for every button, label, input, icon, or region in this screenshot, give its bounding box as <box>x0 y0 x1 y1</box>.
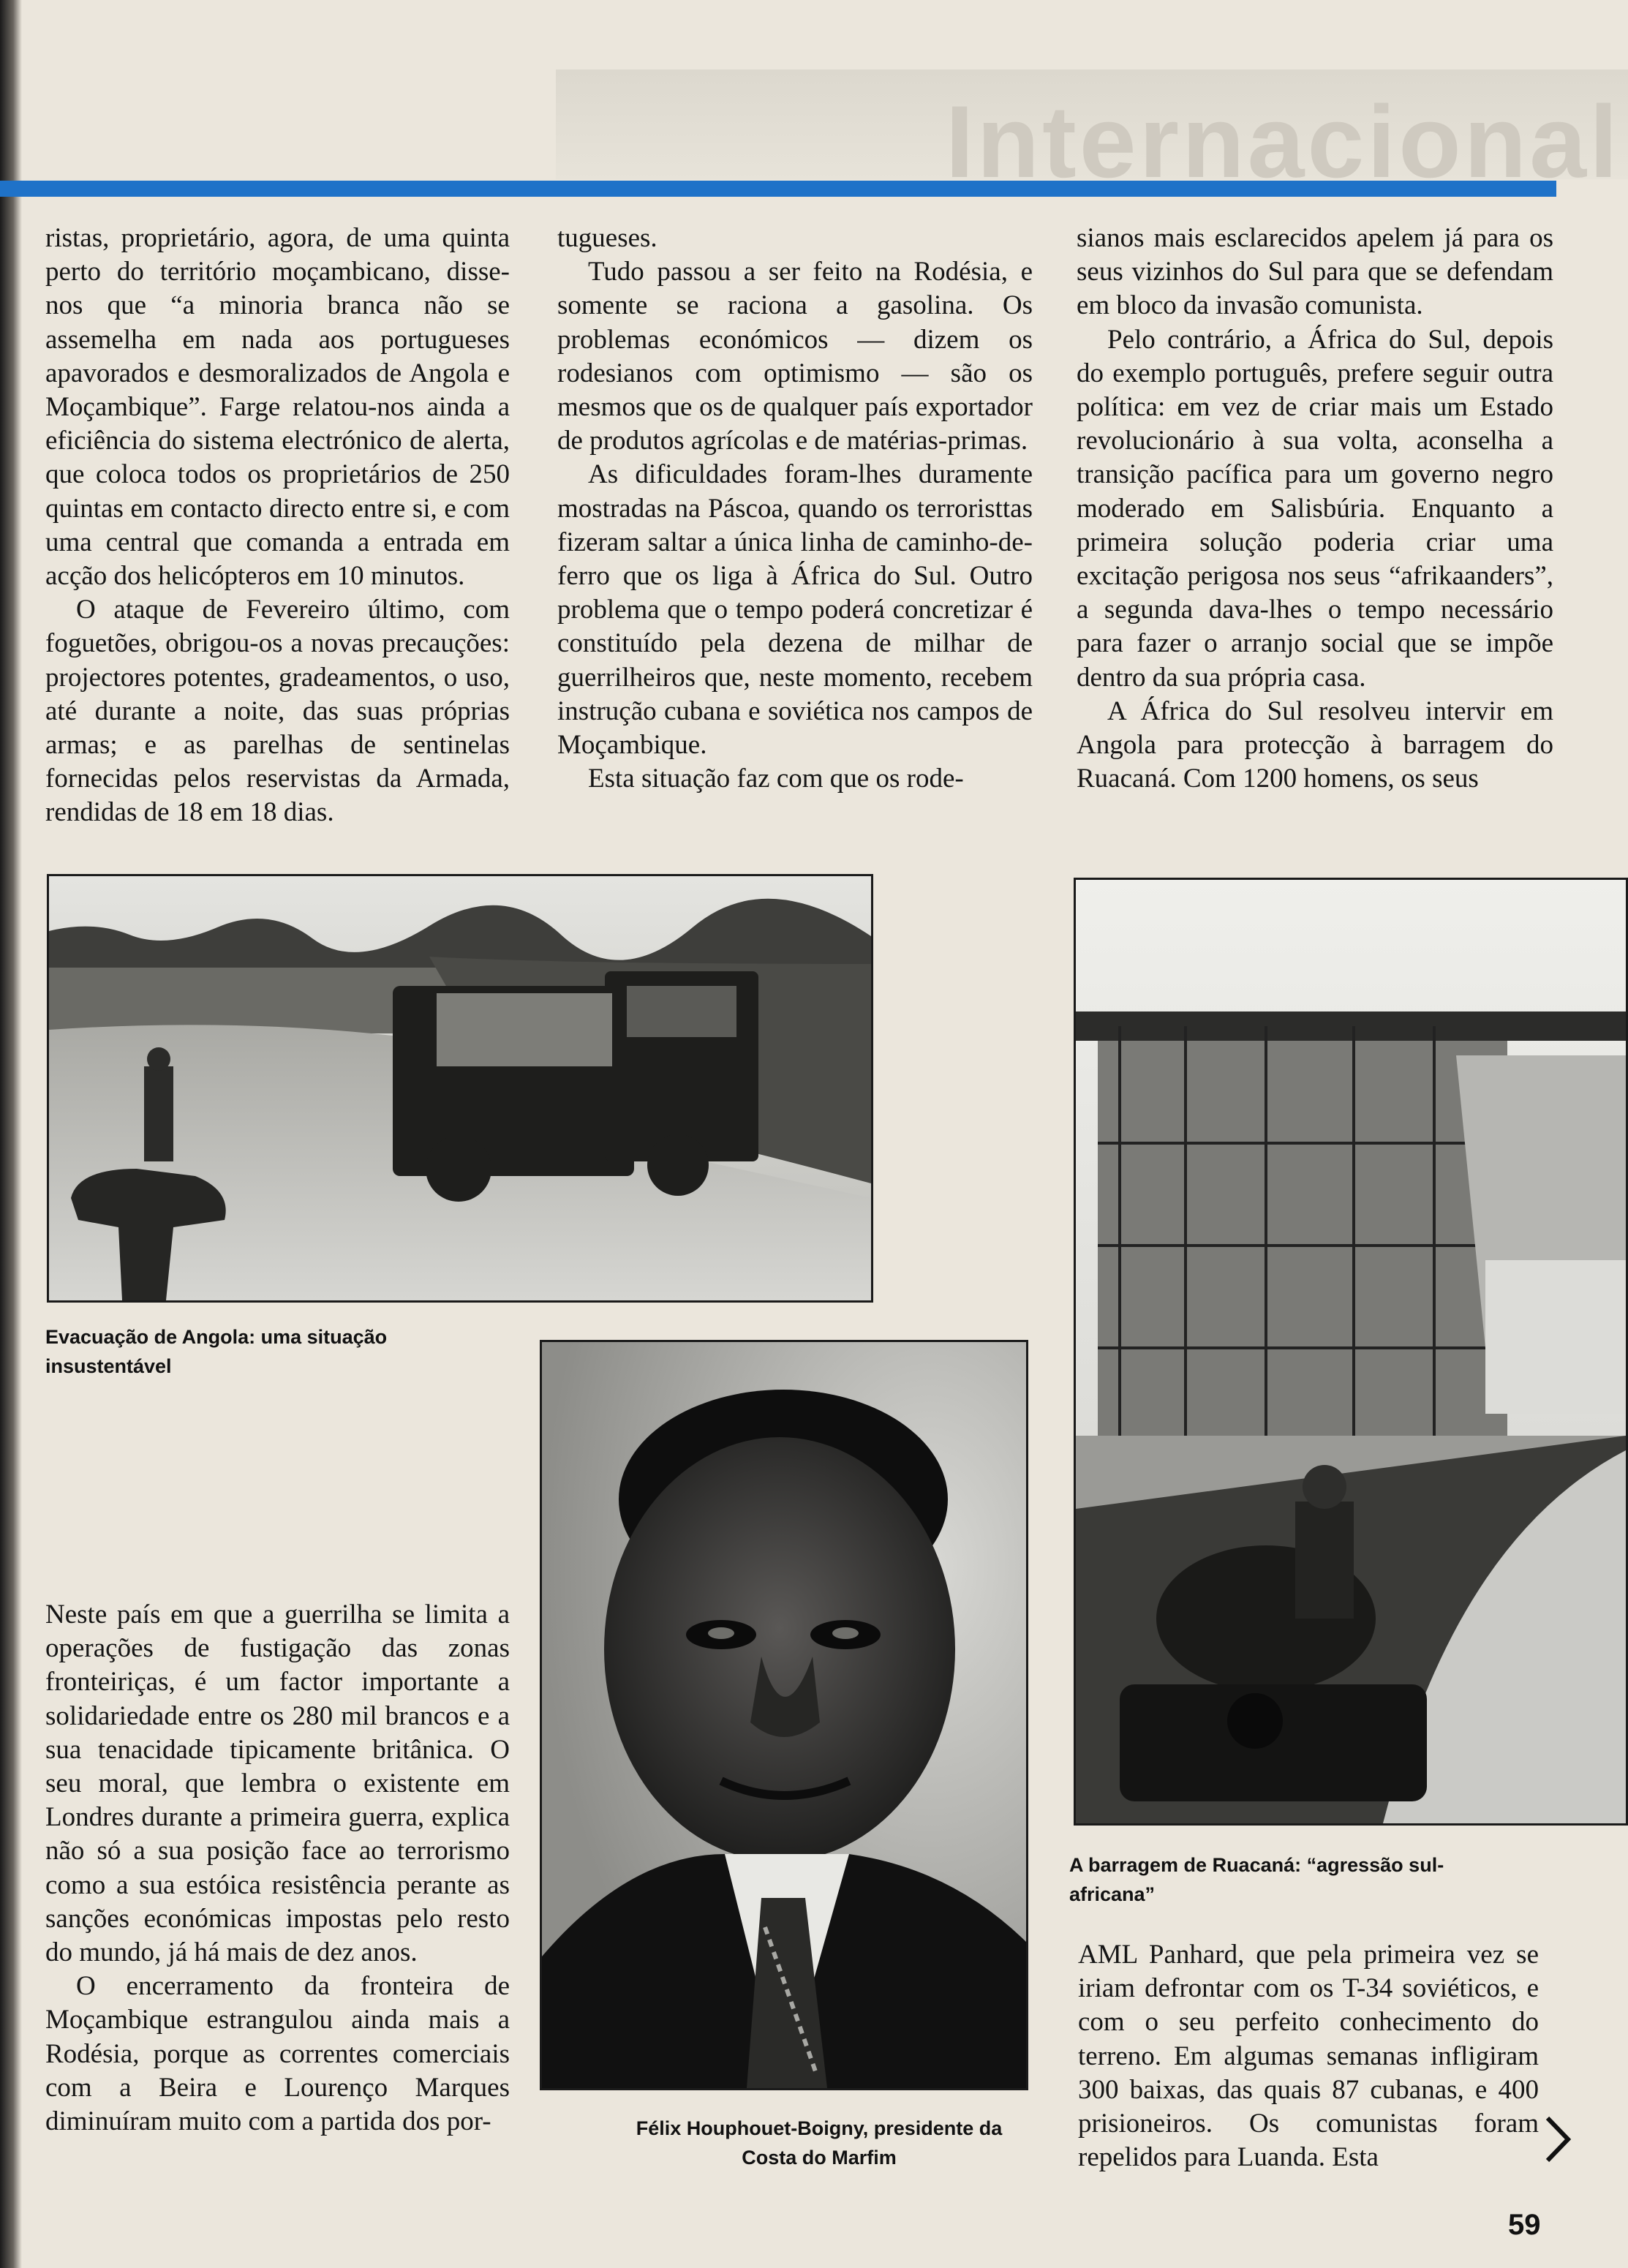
article-column-2-top <box>557 222 1033 865</box>
section-title: Internacional <box>945 84 1621 179</box>
page-binding-shadow <box>0 0 22 2268</box>
paragraph: As dificuldades foram-lhes duramente mostradas na Páscoa, quando os terroristtas fizeram saltar a única linha de caminho-de-ferro que os liga à África do Sul. Outro problema que o tempo poderá concretizar é constituído pela dezena de milhar de guerrilheiros que, neste momento, recebem instrução cubana e soviética nos campos de Moçambique. <box>557 459 1033 761</box>
paragraph: O ataque de Fevereiro último, com foguetões, obrigou-os a novas precauções: projectores potentes, gradeamentos, o uso, até durante a noite, das suas próprias armas; e as parelhas de sentinelas fornecidas pelos reservistas da Armada, rendidas de 18 em 18 dias. <box>45 595 510 828</box>
paragraph: tugueses. <box>557 223 657 253</box>
page-number: 59 <box>1508 2209 1541 2241</box>
article-column-1-bottom <box>45 1598 510 2198</box>
paragraph: Esta situação faz com que os rode- <box>588 764 964 794</box>
paragraph: Tudo passou a ser feito na Rodésia, e somente se raciona a gasolina. Os problemas económicos — dizem os rodesianos com optimismo — são os mesmos que os de qualquer país exportador de produtos agrícolas e de matérias-primas. <box>557 257 1033 456</box>
article-column-3-bottom <box>1078 1938 1539 2187</box>
header-rule <box>0 181 1556 197</box>
paragraph: sianos mais esclarecidos apelem já para os seus vizinhos do Sul para que se defendam em bloco da invasão comunista. <box>1077 223 1553 321</box>
article-column-3-top <box>1077 222 1553 865</box>
paragraph: A África do Sul resolveu intervir em Angola para protecção à barragem do Ruacaná. Com 1200 homens, os seus <box>1077 696 1553 794</box>
photo-angola-evacuation <box>47 874 873 1303</box>
paragraph: Pelo contrário, a África do Sul, depois do exemplo português, prefere seguir outra política: em vez de criar mais um Estado revolucionário à sua volta, aconselha a transição pacífica para um governo negro moderado em Salisbúria. Enquanto a primeira solução poderia criar uma excitação perigosa nos seus “afrikaanders”, a segunda dava-lhes o tempo necessário para fazer o arranjo social que se impõe dentro da sua própria casa. <box>1077 324 1553 693</box>
caption-boigny: Félix Houphouet-Boigny, presidente da Costa do Marfim <box>636 2117 1003 2169</box>
paragraph: ristas, proprietário, agora, de uma quinta perto do território moçambicano, disse-nos que “a minoria branca não se assemelha em nada aos portugueses apavorados e desmoralizados de Angola e Moçambique”. Farge relatou-nos ainda a eficiência do sistema electrónico de alerta, que coloca todos os proprietários de 250 quintas em contacto directo entre si, e com uma central que comanda a entrada em acção dos helicópteros em 10 minutos. <box>45 223 510 592</box>
section-header-bleed <box>556 69 1628 179</box>
photo-houphouet-boigny-portrait <box>540 1340 1028 2090</box>
paragraph: Neste país em que a guerrilha se limita a operações de fustigação das zonas fronteiriças, é um factor importante a solidariedade entre os 280 mil brancos e a sua tenacidade tipicamente britânica. O seu moral, que lembra o existente em Londres durante a primeira guerra, explica não só a sua posição face ao terrorismo como a sua estóica resistência perante as sanções económicas impostas pelo resto do mundo, já há mais de dez anos. <box>45 1600 510 1968</box>
continue-arrow-icon <box>1543 2114 1572 2165</box>
paragraph: AML Panhard, que pela primeira vez se iriam defrontar com os T-34 soviéticos, e com o seu perfeito conhecimento do terreno. Em algumas semanas infligiram 300 baixas, das quais 87 cubanas, e 400 prisioneiros. Os comunistas foram repelidos para Luanda. Esta <box>1078 1940 1539 2173</box>
caption-angola: Evacuação de Angola: uma situação insustentável <box>45 1326 388 1377</box>
paragraph: O encerramento da fronteira de Moçambique estrangulou ainda mais a Rodésia, porque as correntes comerciais com a Beira e Lourenço Marques diminuíram muito com a partida dos por- <box>45 1971 510 2137</box>
article-column-1-top <box>45 222 510 865</box>
photo-ruacana-dam <box>1074 878 1628 1826</box>
caption-ruacana: A barragem de Ruacaná: “agressão sul-africana” <box>1069 1854 1444 1905</box>
